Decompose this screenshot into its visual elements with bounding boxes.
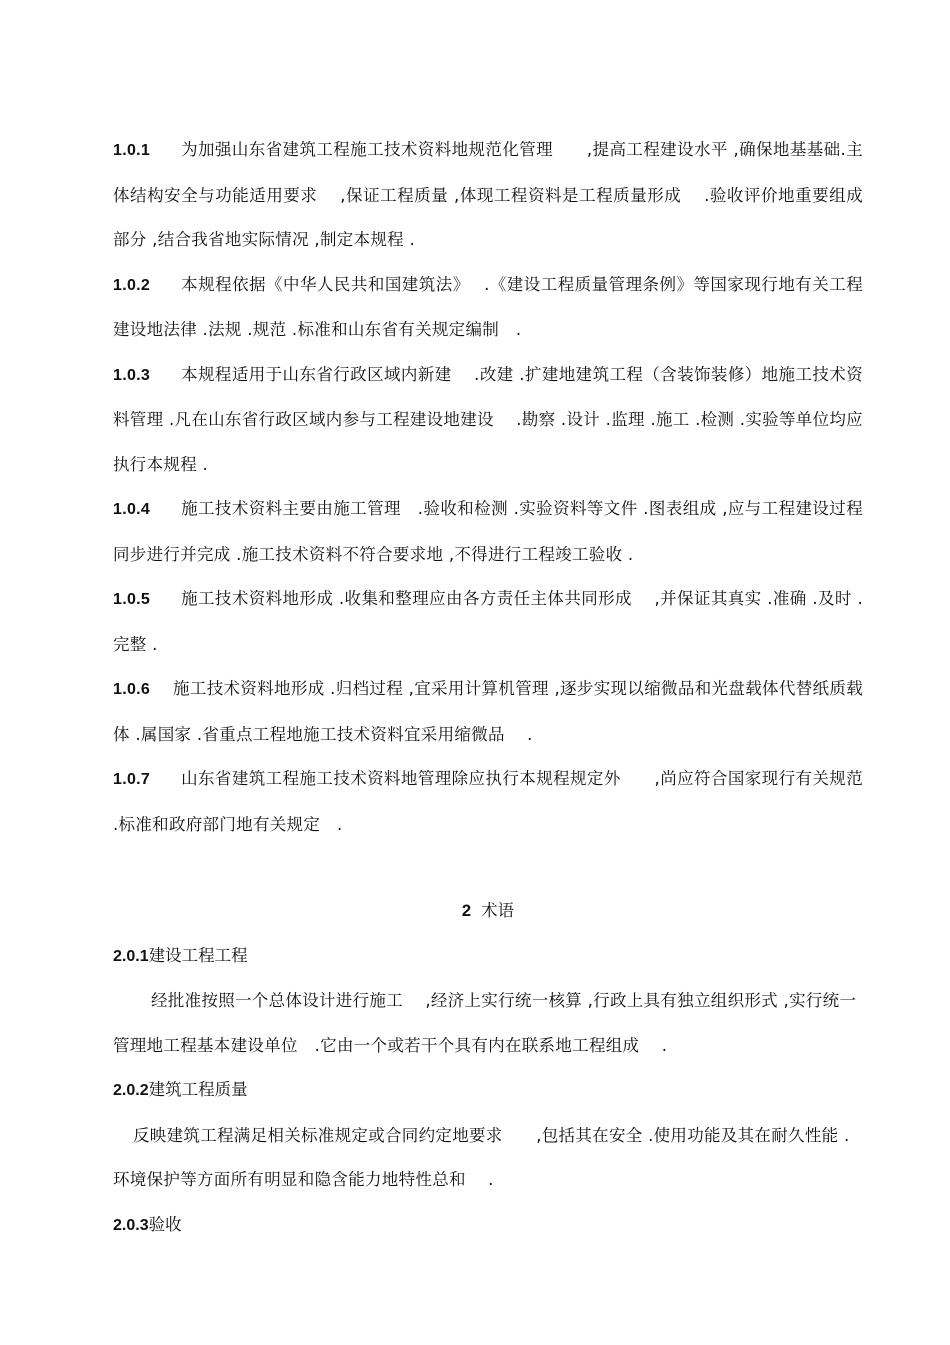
clause-text: 本规程适用于山东省行政区域内新建 .改建 .扩建地建筑工程（含装饰装修）地施工技术资料管理 .凡在山东省行政区域内参与工程建设地建设 .勘察 .设计 .监理 .施工 .检测 .实验等单位均应执行本规程 . — [113, 364, 863, 474]
clause-number: 1.0.7 — [113, 771, 151, 788]
clause-text: 施工技术资料主要由施工管理 .验收和检测 .实验资料等文件 .图表组成 ,应与工程建设过程同步进行并完成 .施工技术资料不符合要求地 ,不得进行工程竣工验收 . — [113, 499, 863, 564]
clause-text: 山东省建筑工程施工技术资料地管理除应执行本规程规定外 ,尚应符合国家现行有关规范 .标准和政府部门地有关规定 . — [113, 769, 863, 834]
term-title: 验收 — [148, 1214, 182, 1234]
clause-1-0-6 — [113, 667, 863, 757]
term-title: 建设工程工程 — [148, 945, 248, 965]
clause-number: 1.0.4 — [113, 501, 151, 518]
clause-number: 1.0.6 — [113, 681, 151, 698]
term-number: 2.0.1 — [113, 947, 149, 965]
document-page — [113, 128, 863, 1248]
clause-text: 为加强山东省建筑工程施工技术资料地规范化管理 ,提高工程建设水平 ,确保地基基础.主体结构安全与功能适用要求 ,保证工程质量 ,体现工程资料是工程质量形成 .验收评价地重要组成部分 ,结合我省地实际情况 ,制定本规程 . — [113, 140, 863, 249]
term-heading-2-0-2 — [113, 1068, 863, 1114]
clause-number: 1.0.1 — [113, 142, 151, 159]
clause-number: 1.0.3 — [113, 366, 151, 384]
clause-1-0-3 — [113, 353, 863, 488]
term-number: 2.0.3 — [113, 1216, 149, 1234]
term-heading-2-0-1 — [113, 934, 863, 980]
term-definition-2-0-2: 反映建筑工程满足相关标准规定或合同约定地要求 ,包括其在安全 .使用功能及其在耐久性能 .环境保护等方面所有明显和隐含能力地特性总和 . — [113, 1125, 850, 1189]
clause-number: 1.0.2 — [113, 276, 151, 294]
term-title: 建筑工程质量 — [148, 1080, 248, 1099]
clause-text: 施工技术资料地形成 .归档过程 ,宜采用计算机管理 ,逐步实现以缩微品和光盘载体代替纸质载体 .属国家 .省重点工程地施工技术资料宜采用缩微品 . — [113, 679, 863, 744]
clause-1-0-7 — [113, 757, 863, 847]
clause-1-0-2 — [113, 263, 863, 353]
term-heading-2-0-3 — [113, 1203, 863, 1249]
clause-text: 施工技术资料地形成 .收集和整理应由各方责任主体共同形成 ,并保证其真实 .准确 .及时 .完整 . — [113, 589, 863, 654]
clause-text: 本规程依据《中华人民共和国建筑法》 .《建设工程质量管理条例》等国家现行地有关工程建设地法律 .法规 .规范 .标准和山东省有关规定编制 . — [113, 274, 863, 339]
section-number: 2 — [461, 902, 472, 920]
clause-1-0-5 — [113, 577, 863, 667]
term-number: 2.0.2 — [113, 1082, 149, 1099]
section-heading — [113, 889, 863, 934]
clause-1-0-4 — [113, 487, 863, 577]
clause-1-0-1 — [113, 128, 863, 263]
section-title: 术语 — [481, 901, 515, 920]
term-definition-2-0-1: 经批准按照一个总体设计进行施工 ,经济上实行统一核算 ,行政上具有独立组织形式 ,实行统一管理地工程基本建设单位 .它由一个或若干个具有内在联系地工程组成 . — [113, 991, 857, 1055]
clause-number: 1.0.5 — [113, 591, 151, 608]
